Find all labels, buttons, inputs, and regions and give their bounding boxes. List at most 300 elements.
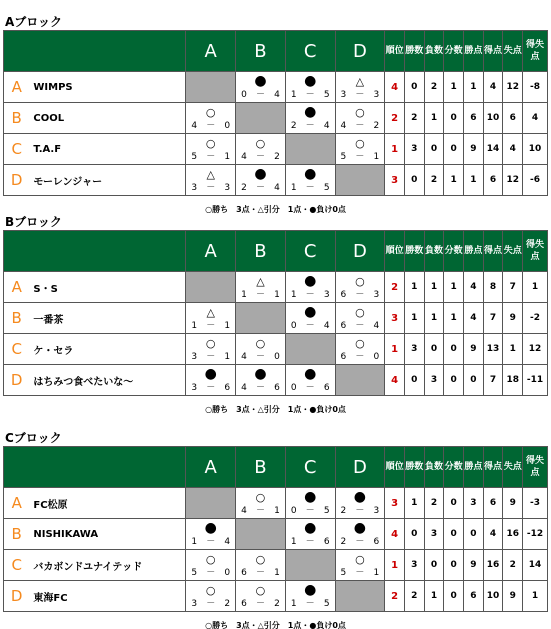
draw-mark: △ bbox=[206, 168, 215, 181]
match-result bbox=[186, 334, 236, 365]
score bbox=[236, 383, 285, 393]
score bbox=[336, 352, 385, 362]
match-result bbox=[236, 134, 286, 165]
stat-value: 4 bbox=[523, 103, 548, 134]
score-dash: － bbox=[255, 90, 265, 100]
team-row bbox=[4, 488, 548, 519]
column-header-b: B bbox=[236, 31, 286, 72]
score-for: 2 bbox=[340, 537, 347, 547]
score-for: 1 bbox=[191, 537, 198, 547]
stat-value: 0 bbox=[404, 519, 424, 550]
stat-value: 0 bbox=[404, 365, 424, 396]
score-against: 2 bbox=[274, 152, 280, 162]
match-result bbox=[285, 72, 335, 103]
score bbox=[236, 506, 285, 516]
win-mark: ○ bbox=[255, 137, 266, 150]
score-for: 3 bbox=[191, 183, 198, 193]
stat-value: 12 bbox=[503, 165, 523, 196]
score bbox=[336, 152, 385, 162]
self-match-cell bbox=[186, 72, 236, 103]
self-match-cell bbox=[186, 488, 236, 519]
score bbox=[186, 599, 235, 609]
score-dash: － bbox=[206, 383, 216, 393]
score-dash: － bbox=[255, 568, 265, 578]
stat-header: 得失点 bbox=[523, 31, 548, 72]
score-against: 6 bbox=[323, 537, 330, 547]
score-for: 2 bbox=[290, 121, 297, 131]
score-against: 1 bbox=[373, 152, 380, 162]
score-against: 0 bbox=[224, 568, 231, 578]
stat-value: 1 bbox=[424, 581, 444, 612]
score-against: 1 bbox=[224, 352, 231, 362]
score-dash: － bbox=[255, 183, 265, 193]
score bbox=[336, 506, 385, 516]
stat-header: 得点 bbox=[483, 231, 503, 272]
match-result bbox=[186, 303, 236, 334]
stat-value: 9 bbox=[464, 550, 484, 581]
score-for: 3 bbox=[191, 352, 198, 362]
loss-mark: ● bbox=[304, 304, 317, 320]
team-index: C bbox=[4, 550, 30, 581]
score-for: 0 bbox=[241, 90, 247, 100]
match-result bbox=[285, 272, 335, 303]
score-against: 4 bbox=[274, 90, 280, 100]
column-header-a: A bbox=[186, 31, 236, 72]
score-dash: － bbox=[355, 352, 365, 362]
legend-text: ○勝ち 3点・△引分 1点・●負け0点 bbox=[205, 621, 346, 629]
score bbox=[336, 121, 385, 131]
stat-header: 勝数 bbox=[404, 231, 424, 272]
score-for: 5 bbox=[340, 568, 347, 578]
score-dash: － bbox=[305, 90, 315, 100]
self-match-cell bbox=[285, 550, 335, 581]
column-header-c: C bbox=[285, 231, 335, 272]
score-against: 1 bbox=[274, 506, 280, 516]
stat-value: 10 bbox=[523, 134, 548, 165]
stat-value: 4 bbox=[464, 272, 484, 303]
self-match-cell bbox=[236, 303, 286, 334]
stat-value: 12 bbox=[523, 334, 548, 365]
stat-value: 9 bbox=[503, 581, 523, 612]
team-row bbox=[4, 550, 548, 581]
loss-mark: ● bbox=[353, 520, 367, 536]
score-against: 5 bbox=[323, 506, 330, 516]
stat-value: 0 bbox=[464, 365, 484, 396]
loss-mark: ● bbox=[204, 520, 217, 536]
score-dash: － bbox=[206, 321, 216, 331]
stat-value: 3 bbox=[404, 550, 424, 581]
team-row bbox=[4, 581, 548, 612]
stat-value: 10 bbox=[483, 581, 503, 612]
win-mark: ○ bbox=[255, 584, 266, 597]
stat-value: 8 bbox=[483, 272, 503, 303]
block-1 bbox=[3, 215, 548, 414]
score-against: 2 bbox=[373, 121, 380, 131]
win-mark: ○ bbox=[355, 553, 365, 566]
loss-mark: ● bbox=[304, 273, 317, 289]
stat-header: 勝点 bbox=[464, 31, 484, 72]
loss-mark: ● bbox=[254, 166, 267, 182]
match-result bbox=[285, 581, 335, 612]
stat-value: 1 bbox=[444, 303, 464, 334]
stat-header: 順位 bbox=[385, 231, 405, 272]
stat-value: 14 bbox=[483, 134, 503, 165]
loss-mark: ● bbox=[304, 73, 317, 89]
score bbox=[336, 321, 385, 331]
loss-mark: ● bbox=[254, 366, 267, 382]
legend-text: ○勝ち 3点・△引分 1点・●負け0点 bbox=[205, 405, 346, 414]
self-match-cell bbox=[236, 103, 286, 134]
block-title: Aブロック bbox=[5, 15, 63, 29]
stat-value: 16 bbox=[483, 550, 503, 581]
stat-header: 勝数 bbox=[404, 447, 424, 488]
team-index: A bbox=[4, 72, 30, 103]
block-title: Cブロック bbox=[5, 431, 62, 445]
match-result bbox=[236, 550, 286, 581]
column-header-a: A bbox=[186, 231, 236, 272]
team-index: B bbox=[4, 519, 30, 550]
self-match-cell bbox=[335, 165, 385, 196]
stat-header: 負数 bbox=[424, 31, 444, 72]
score bbox=[236, 183, 285, 193]
rank-value: 2 bbox=[385, 272, 405, 303]
team-row bbox=[4, 334, 548, 365]
score-for: 3 bbox=[191, 599, 198, 609]
stat-header: 得点 bbox=[483, 31, 503, 72]
win-mark: ○ bbox=[205, 584, 216, 597]
score bbox=[236, 90, 285, 100]
team-row bbox=[4, 365, 548, 396]
score-against: 1 bbox=[224, 152, 231, 162]
score-against: 4 bbox=[323, 321, 330, 331]
score-dash: － bbox=[206, 352, 216, 362]
score-for: 4 bbox=[241, 152, 247, 162]
match-result bbox=[236, 334, 286, 365]
score-dash: － bbox=[305, 121, 315, 131]
match-result bbox=[335, 334, 385, 365]
score-for: 5 bbox=[191, 152, 198, 162]
win-mark: ○ bbox=[355, 337, 365, 350]
score bbox=[286, 290, 335, 300]
score-for: 4 bbox=[191, 121, 198, 131]
score bbox=[186, 152, 235, 162]
team-name: 東海FC bbox=[29, 581, 185, 612]
match-result bbox=[236, 72, 286, 103]
match-result bbox=[335, 103, 385, 134]
stat-value: 9 bbox=[464, 334, 484, 365]
score-for: 6 bbox=[340, 352, 347, 362]
score-dash: － bbox=[206, 568, 216, 578]
stat-value: 4 bbox=[483, 72, 503, 103]
stat-value: 6 bbox=[483, 488, 503, 519]
win-mark: ○ bbox=[205, 337, 216, 350]
score-against: 5 bbox=[323, 90, 330, 100]
match-result bbox=[285, 365, 335, 396]
column-header-d: D bbox=[335, 31, 385, 72]
win-mark: ○ bbox=[355, 137, 365, 150]
score-against: 1 bbox=[274, 290, 280, 300]
stat-value: 1 bbox=[404, 488, 424, 519]
stat-value: -8 bbox=[523, 72, 548, 103]
team-index: C bbox=[4, 334, 30, 365]
score-for: 2 bbox=[340, 506, 347, 516]
score-against: 3 bbox=[373, 90, 380, 100]
stat-value: 1 bbox=[523, 272, 548, 303]
stat-value: 6 bbox=[483, 165, 503, 196]
score-against: 0 bbox=[274, 352, 280, 362]
loss-mark: ● bbox=[304, 366, 317, 382]
team-name: T.A.F bbox=[29, 134, 185, 165]
match-result bbox=[236, 488, 286, 519]
stat-value: 1 bbox=[464, 72, 484, 103]
score-dash: － bbox=[355, 506, 365, 516]
stat-value: 3 bbox=[424, 519, 444, 550]
score-for: 6 bbox=[241, 568, 247, 578]
score-against: 1 bbox=[224, 321, 231, 331]
score-against: 2 bbox=[224, 599, 231, 609]
team-name: COOL bbox=[29, 103, 185, 134]
score bbox=[186, 183, 235, 193]
score bbox=[186, 568, 235, 578]
block-0 bbox=[3, 15, 548, 214]
score-against: 5 bbox=[323, 599, 330, 609]
stat-header: 勝点 bbox=[464, 231, 484, 272]
stat-header: 得点 bbox=[483, 447, 503, 488]
standings-table bbox=[3, 230, 548, 396]
score-for: 1 bbox=[191, 321, 198, 331]
team-name: NISHIKAWA bbox=[29, 519, 185, 550]
draw-mark: △ bbox=[355, 75, 365, 88]
score-for: 1 bbox=[290, 537, 297, 547]
team-name: FC松原 bbox=[29, 488, 185, 519]
team-index: D bbox=[4, 165, 30, 196]
stat-value: 0 bbox=[424, 550, 444, 581]
win-mark: ○ bbox=[355, 275, 365, 288]
match-result bbox=[236, 165, 286, 196]
score-for: 4 bbox=[241, 352, 247, 362]
column-header-d: D bbox=[335, 231, 385, 272]
rank-value: 3 bbox=[385, 303, 405, 334]
score-against: 5 bbox=[323, 183, 330, 193]
stat-header: 得失点 bbox=[523, 447, 548, 488]
team-row bbox=[4, 134, 548, 165]
score bbox=[286, 537, 335, 547]
header-blank bbox=[4, 447, 186, 488]
score bbox=[286, 121, 335, 131]
stat-header: 得失点 bbox=[523, 231, 548, 272]
score-dash: － bbox=[355, 121, 365, 131]
score bbox=[286, 183, 335, 193]
match-result bbox=[335, 550, 385, 581]
score-dash: － bbox=[255, 383, 265, 393]
stat-header: 順位 bbox=[385, 447, 405, 488]
stat-value: 2 bbox=[424, 165, 444, 196]
team-row bbox=[4, 103, 548, 134]
match-result bbox=[335, 134, 385, 165]
match-result bbox=[335, 519, 385, 550]
stat-value: 2 bbox=[424, 488, 444, 519]
match-result bbox=[285, 103, 335, 134]
stat-value: -12 bbox=[523, 519, 548, 550]
draw-mark: △ bbox=[256, 275, 265, 288]
rank-value: 1 bbox=[385, 334, 405, 365]
score-dash: － bbox=[255, 152, 265, 162]
match-result bbox=[236, 581, 286, 612]
score-dash: － bbox=[206, 152, 216, 162]
score-for: 1 bbox=[290, 90, 297, 100]
stat-header: 負数 bbox=[424, 231, 444, 272]
win-mark: ○ bbox=[255, 491, 266, 504]
score-dash: － bbox=[355, 568, 365, 578]
stat-value: 9 bbox=[503, 488, 523, 519]
score-dash: － bbox=[206, 121, 216, 131]
rank-value: 2 bbox=[385, 581, 405, 612]
team-index: D bbox=[4, 581, 30, 612]
stat-value: 7 bbox=[483, 365, 503, 396]
score-against: 6 bbox=[373, 537, 380, 547]
score-for: 4 bbox=[241, 383, 247, 393]
team-name: ケ・セラ bbox=[29, 334, 185, 365]
stat-header: 分数 bbox=[444, 231, 464, 272]
win-mark: ○ bbox=[355, 106, 365, 119]
score-against: 0 bbox=[224, 121, 231, 131]
stat-value: 9 bbox=[464, 134, 484, 165]
stat-value: 18 bbox=[503, 365, 523, 396]
team-name: 一番茶 bbox=[29, 303, 185, 334]
stat-value: -11 bbox=[523, 365, 548, 396]
loss-mark: ● bbox=[304, 104, 317, 120]
stat-value: -2 bbox=[523, 303, 548, 334]
score bbox=[286, 321, 335, 331]
score-against: 1 bbox=[274, 568, 280, 578]
block-2 bbox=[3, 431, 548, 629]
score-for: 0 bbox=[290, 321, 297, 331]
stat-value: 1 bbox=[404, 303, 424, 334]
stat-value: 0 bbox=[444, 581, 464, 612]
loss-mark: ● bbox=[304, 582, 317, 598]
score bbox=[186, 352, 235, 362]
stat-value: 6 bbox=[464, 581, 484, 612]
stat-value: 2 bbox=[503, 550, 523, 581]
score-dash: － bbox=[255, 352, 265, 362]
column-header-c: C bbox=[285, 31, 335, 72]
score-dash: － bbox=[255, 290, 265, 300]
score-dash: － bbox=[305, 383, 315, 393]
team-name: モーレンジャー bbox=[29, 165, 185, 196]
score-dash: － bbox=[305, 290, 315, 300]
score-dash: － bbox=[355, 321, 365, 331]
self-match-cell bbox=[285, 334, 335, 365]
score-for: 5 bbox=[191, 568, 198, 578]
rank-value: 1 bbox=[385, 550, 405, 581]
stat-header: 失点 bbox=[503, 447, 523, 488]
team-row bbox=[4, 272, 548, 303]
column-header-b: B bbox=[236, 231, 286, 272]
rank-value: 3 bbox=[385, 165, 405, 196]
score bbox=[186, 121, 235, 131]
team-name: S・S bbox=[29, 272, 185, 303]
score-for: 2 bbox=[241, 183, 247, 193]
legend-text: ○勝ち 3点・△引分 1点・●負け0点 bbox=[205, 205, 346, 214]
stat-header: 分数 bbox=[444, 31, 464, 72]
loss-mark: ● bbox=[204, 366, 217, 382]
win-mark: ○ bbox=[255, 553, 266, 566]
stat-header: 分数 bbox=[444, 447, 464, 488]
stat-value: 14 bbox=[523, 550, 548, 581]
team-name: はちみつ食べたいな～ bbox=[29, 365, 185, 396]
column-header-c: C bbox=[285, 447, 335, 488]
header-blank bbox=[4, 31, 186, 72]
score-dash: － bbox=[355, 90, 365, 100]
stat-value: 1 bbox=[444, 72, 464, 103]
score-against: 4 bbox=[274, 183, 280, 193]
score-dash: － bbox=[355, 537, 365, 547]
team-row bbox=[4, 165, 548, 196]
stat-value: 6 bbox=[503, 103, 523, 134]
score-dash: － bbox=[305, 506, 315, 516]
loss-mark: ● bbox=[304, 166, 317, 182]
score-for: 3 bbox=[340, 90, 347, 100]
score-for: 1 bbox=[290, 183, 297, 193]
score-for: 6 bbox=[340, 321, 347, 331]
stat-header: 失点 bbox=[503, 231, 523, 272]
win-mark: ○ bbox=[255, 337, 266, 350]
team-row bbox=[4, 72, 548, 103]
team-row bbox=[4, 519, 548, 550]
match-result bbox=[285, 519, 335, 550]
stat-value: 0 bbox=[424, 134, 444, 165]
stat-value: 7 bbox=[503, 272, 523, 303]
stat-value: 9 bbox=[503, 303, 523, 334]
match-result bbox=[186, 165, 236, 196]
score-for: 1 bbox=[290, 599, 297, 609]
stat-header: 勝点 bbox=[464, 447, 484, 488]
match-result bbox=[335, 488, 385, 519]
match-result bbox=[236, 272, 286, 303]
stat-value: 1 bbox=[424, 103, 444, 134]
stat-value: 1 bbox=[404, 272, 424, 303]
score bbox=[336, 90, 385, 100]
score-against: 3 bbox=[373, 506, 380, 516]
score bbox=[186, 383, 235, 393]
score bbox=[236, 568, 285, 578]
standings-table bbox=[3, 30, 548, 196]
score-for: 4 bbox=[340, 121, 347, 131]
match-result bbox=[186, 365, 236, 396]
score-against: 4 bbox=[224, 537, 231, 547]
score-dash: － bbox=[305, 599, 315, 609]
match-result bbox=[335, 272, 385, 303]
stat-value: 2 bbox=[424, 72, 444, 103]
score bbox=[286, 90, 335, 100]
score-for: 3 bbox=[191, 383, 198, 393]
stat-value: 1 bbox=[424, 272, 444, 303]
score-for: 6 bbox=[241, 599, 247, 609]
score bbox=[336, 290, 385, 300]
score-dash: － bbox=[305, 321, 315, 331]
win-mark: ○ bbox=[205, 553, 216, 566]
win-mark: ○ bbox=[355, 306, 365, 319]
score bbox=[336, 537, 385, 547]
loss-mark: ● bbox=[254, 73, 267, 89]
stat-value: 0 bbox=[424, 334, 444, 365]
stat-value: 3 bbox=[424, 365, 444, 396]
score-dash: － bbox=[355, 152, 365, 162]
stat-value: 4 bbox=[464, 303, 484, 334]
team-name: WIMPS bbox=[29, 72, 185, 103]
score bbox=[286, 506, 335, 516]
score-for: 6 bbox=[340, 290, 347, 300]
